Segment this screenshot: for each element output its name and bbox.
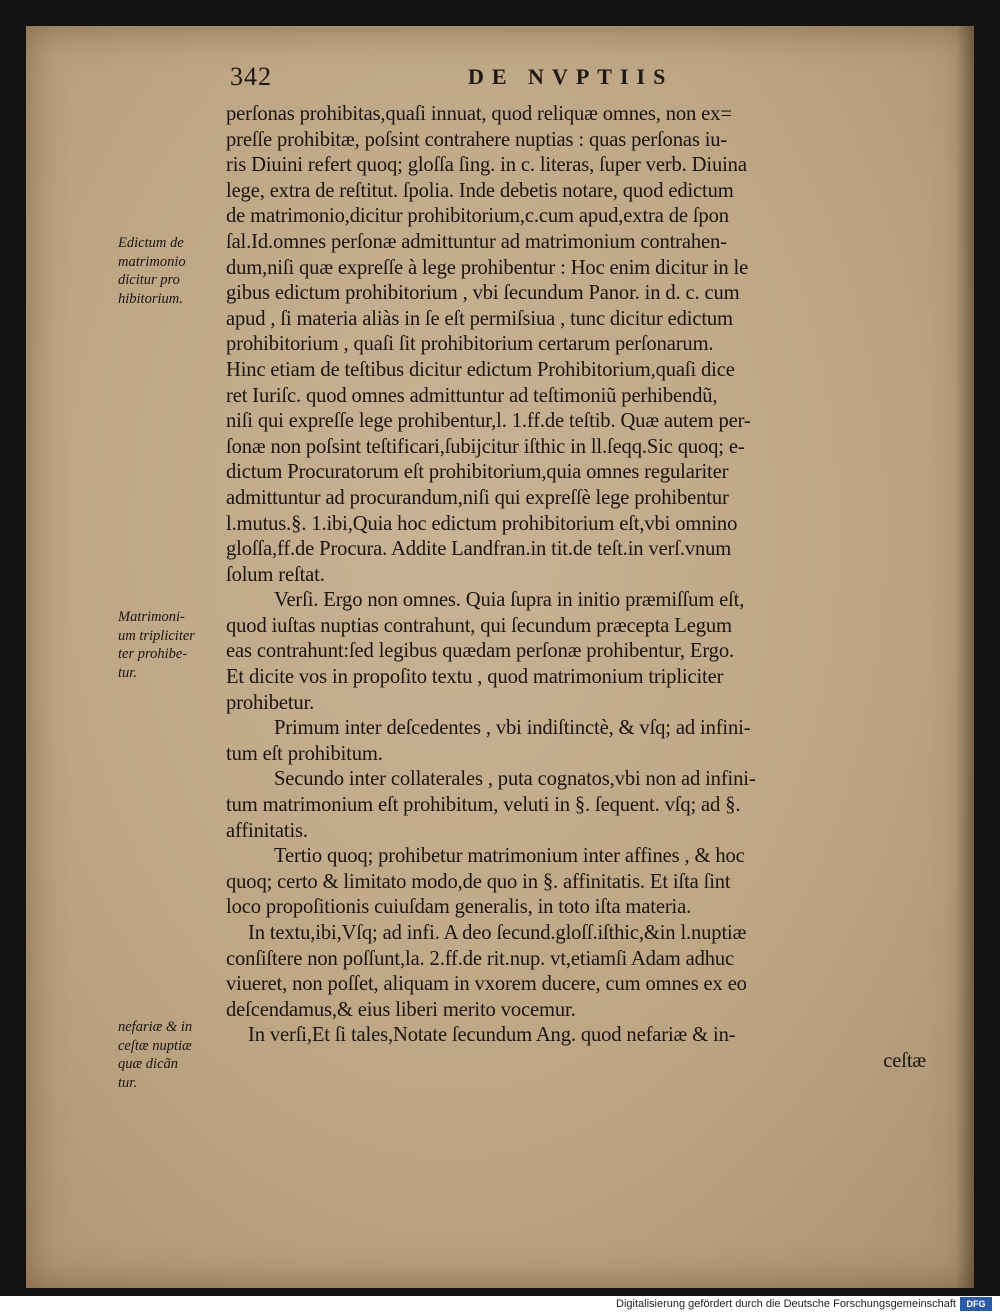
marginal-line: ceſtæ nuptiæ (118, 1037, 192, 1054)
text-line: lege, extra de reſtitut. ſpolia. Inde debetis notare, quod edictum (226, 179, 734, 202)
text-line: gibus edictum prohibitorium , vbi ſecundum Panor. in d. c. cum (226, 282, 740, 305)
marginal-note-edictum (118, 234, 248, 308)
page-number: 342 (230, 62, 272, 91)
text-line: prohibitorium , quaſi ſit prohibitorium certarum perſonarum. (226, 333, 714, 356)
text-line: conſiſtere non poſſunt,la. 2.ff.de rit.nup. vt,etiamſi Adam adhuc (226, 947, 735, 970)
text-line: Secundo inter collaterales , puta cognatos,vbi non ad infini- (274, 768, 756, 791)
text-line: Tertio quoq; prohibetur matrimonium inter affines , & hoc (274, 845, 745, 868)
text-line: In textu,ibi,Vſq; ad infi. A deo ſecund.gloſſ.iſthic,&in l.nuptiæ (248, 922, 747, 944)
catchword: ceſtæ (883, 1049, 926, 1072)
text-line: ſonæ non poſsint teſtificari,ſubijcitur iſthic in ll.ſeqq.Sic quoq; e- (226, 435, 745, 458)
text-line: perſonas prohibitas,quaſi innuat, quod reliquæ omnes, non ex= (226, 103, 732, 125)
text-line: l.mutus.§. 1.ibi,Quia hoc edictum prohibitorium eſt,vbi omnino (226, 512, 738, 535)
text-line: viueret, non poſſet, aliquam in vxorem ducere, cum omnes ex eo (226, 973, 747, 996)
text-line: Et dicite vos in propoſito textu , quod matrimonium tripliciter (226, 666, 724, 689)
text-line: apud , ſi materia aliàs in ſe eſt permiſsiua , tunc dicitur edictum (226, 307, 733, 330)
text-line: preſſe prohibitæ, poſsint contrahere nuptias : quas perſonas iu- (226, 128, 728, 151)
text-line: In verſi,Et ſi tales,Notate ſecundum Ang. quod nefariæ & in- (248, 1024, 736, 1047)
text-line: Hinc etiam de teſtibus dicitur edictum Prohibitorium,quaſi dice (226, 358, 735, 381)
running-title: DE NVPTIIS (468, 64, 674, 89)
marginal-line: um tripliciter (118, 627, 195, 644)
text-line: Primum inter deſcedentes , vbi indiſtinctè, & vſq; ad infini- (274, 717, 751, 740)
marginal-line: hibitorium. (118, 290, 183, 307)
dfg-logo: DFG (960, 1297, 992, 1311)
text-line: prohibetur. (226, 691, 315, 714)
text-line: quod iuſtas nuptias contrahunt, qui ſecundum præcepta Legum (226, 614, 732, 637)
marginal-note-nefariae (118, 1018, 248, 1092)
marginal-line: Matrimoni- (118, 609, 185, 625)
text-line: de matrimonio,dicitur prohibitorium,c.cum apud,extra de ſpon (226, 205, 729, 228)
page-edge-shadow (956, 26, 974, 1288)
text-line: tum matrimonium eſt prohibitum, veluti in §. ſequent. vſq; ad §. (226, 794, 741, 817)
text-line: ris Diuini refert quoq; gloſſa ſing. in c. literas, ſuper verb. Diuina (226, 154, 747, 177)
marginal-line: tur. (118, 664, 137, 681)
marginal-line: ter prohibe- (118, 646, 188, 662)
text-line: dictum Procuratorum eſt prohibitorium,quia omnes regulariter (226, 461, 729, 484)
marginal-line: Edictum de (118, 235, 184, 251)
text-line: admittuntur ad procurandum,niſi qui expreſſè lege prohibentur (226, 486, 729, 509)
marginal-line: tur. (118, 1074, 137, 1091)
text-line: gloſſa,ff.de Procura. Addite Landfran.in tit.de teſt.in verſ.vnum (226, 538, 732, 561)
digitization-credit: Digitalisierung gefördert durch die Deutsche Forschungsgemeinschaft (616, 1298, 956, 1310)
text-line: quoq; certo & limitato modo,de quo in §. affinitatis. Et iſta ſint (226, 870, 731, 893)
marginal-note-matrimonium (118, 608, 248, 682)
text-line: dum,niſi quæ expreſſe à lege prohibentur : Hoc enim dicitur in le (226, 256, 749, 279)
body-text (226, 102, 926, 1075)
text-line: deſcendamus,& eius liberi merito vocemur. (226, 998, 576, 1021)
text-line: ret Iuriſc. quod omnes admittuntur ad teſtimoniũ perhibendũ, (226, 384, 718, 407)
marginal-line: matrimonio (118, 253, 186, 270)
text-line: ſal.Id.omnes perſonæ admittuntur ad matrimonium contrahen- (226, 230, 727, 253)
text-line: niſi qui expreſſe lege prohibentur,l. 1.ff.de teſtib. Quæ autem per- (226, 410, 751, 433)
text-line: affinitatis. (226, 819, 308, 842)
running-head (230, 62, 750, 102)
text-line: eas contrahunt:ſed legibus quædam perſonæ prohibentur, Ergo. (226, 640, 734, 663)
marginal-line: nefariæ & in (118, 1019, 193, 1035)
text-line: Verſi. Ergo non omnes. Quia ſupra in initio præmiſſum eſt, (274, 589, 745, 612)
text-line: loco propoſitionis cuiuſdam generalis, in toto iſta materia. (226, 896, 692, 919)
marginal-line: dicitur pro (118, 272, 180, 288)
text-line: tum eſt prohibitum. (226, 742, 383, 765)
marginal-line: quæ dicãn (118, 1056, 179, 1072)
text-line: ſolum reſtat. (226, 563, 325, 586)
